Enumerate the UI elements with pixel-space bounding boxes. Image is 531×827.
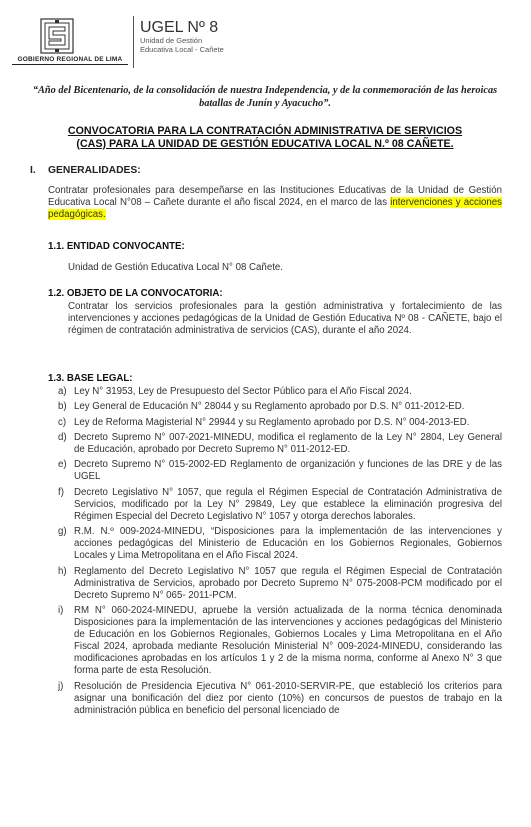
- ugel-subtitle-1: Unidad de Gestión: [140, 36, 203, 45]
- intro-text: Contratar profesionales para desempeñarse en las Instituciones Educativas de la Unidad de Gestión Educativa Local N°08 – Cañete durante el año fiscal 2024, en el marco de las: [48, 185, 502, 209]
- subsection-1-3-title: 1.3. BASE LEGAL:: [48, 373, 133, 384]
- list-item: c) Ley de Reforma Magisterial N° 29944 y su Reglamento aprobado por D.S. N° 004-2013-ED.: [58, 416, 470, 428]
- list-item: a) Ley N° 31953, Ley de Presupuesto del Sector Público para el Año Fiscal 2024.: [58, 386, 412, 397]
- section-number: I.: [30, 165, 36, 176]
- legal-basis-list: [58, 386, 502, 720]
- ugel-title: UGEL Nº 8: [140, 19, 219, 36]
- letterhead: [12, 14, 522, 74]
- title-line-2: (CAS) PARA LA UNIDAD DE GESTIÓN EDUCATIVA LOCAL N.º 08 CAÑETE.: [76, 137, 454, 150]
- list-item: d) Decreto Supremo N° 007-2021-MINEDU, modifica el reglamento de la Ley N° 2804, Ley General de Educación, aprobado por Decreto Supremo N° 011-2012-ED.: [58, 431, 502, 455]
- section-intro: [48, 185, 502, 222]
- logo-caption: GOBIERNO REGIONAL DE LIMA: [12, 56, 128, 65]
- list-item: i) RM N° 060-2024-MINEDU, apruebe la versión actualizada de la norma técnica denominada Disposiciones para la implementación de las intervenciones y acciones pedagógicas del Ministerio de Educación en los Gobiernos Regionales, Gobiernos Locales y Lima Metropolitana en el Año Fiscal 2024, aprobada mediante Resolución Ministerial N° 009-2024-MINEDU, considerando las modificaciones aprobadas en los artículos 1 y 2 de la misma norma, conforme al Anexo N° 3 que forma parte de esta Resolución.: [58, 605, 502, 677]
- list-item: j) Resolución de Presidencia Ejecutiva N° 061-2010-SERVIR-PE, que estableció los criterios para asignar una bonificación del diez por ciento (10%) en concursos de puestos de trabajo en la administración pública en beneficio del personal licenciado de: [58, 680, 502, 716]
- ugel-subtitle-2: Educativa Local - Cañete: [140, 45, 224, 54]
- subsection-1-1-text: Unidad de Gestión Educativa Local N° 08 Cañete.: [68, 262, 283, 273]
- ugel-block: [140, 20, 224, 54]
- intro-highlight: intervenciones y acciones pedagógicas.: [48, 197, 502, 221]
- year-motto: “Año del Bicentenario, de la consolidación de nuestra Independencia, y de la conmemoración de las heroicas batallas de Junín y Ayacucho”.: [32, 85, 498, 109]
- subsection-1-2-text: Contratar los servicios profesionales para la gestión administrativa y fortalecimiento de las intervenciones y acciones pedagógicas de la Unidad de Gestión Educativa Nº 08 - CAÑETE, bajo el régimen de contratación administrativa de servicios (CAS), durante el año 2024.: [68, 301, 502, 337]
- emblem-icon: [40, 18, 74, 54]
- subsection-1-2-title: 1.2. OBJETO DE LA CONVOCATORIA:: [48, 288, 223, 299]
- document-title: [28, 125, 502, 150]
- regional-government-logo: [12, 14, 128, 70]
- list-item: b) Ley General de Educación N° 28044 y su Reglamento aprobado por D.S. N° 011-2012-ED.: [58, 401, 465, 413]
- title-line-1: CONVOCATORIA PARA LA CONTRATACIÓN ADMINISTRATIVA DE SERVICIOS: [67, 125, 463, 137]
- list-item: e) Decreto Supremo N° 015-2002-ED Reglamento de organización y funciones de las DRE y de las UGEL: [58, 459, 502, 483]
- list-item: h) Reglamento del Decreto Legislativo N° 1057 que regula el Régimen Especial de Contratación Administrativa de Servicios, aprobado por Decreto Supremo N° 075-2008-PCM modificado por el Decreto Supremo N° 065- 2011-PCM.: [58, 565, 502, 601]
- list-item: g) R.M. N.º 009-2024-MINEDU, “Disposiciones para la implementación de las intervenciones y acciones pedagógicas del Ministerio de Educación en los Gobiernos Regionales, Gobiernos Locales y Lima Metropolitana en el Año Fiscal 2024.: [58, 526, 502, 562]
- section-title: GENERALIDADES:: [48, 165, 141, 176]
- header-divider: [133, 16, 134, 68]
- subsection-1-1-title: 1.1. ENTIDAD CONVOCANTE:: [48, 241, 185, 252]
- list-item: f) Decreto Legislativo N° 1057, que regula el Régimen Especial de Contratación Administrativa de Servicios, modificado por la Ley N° 29849, Ley que establece la eliminación progresiva del Régimen Especial del Decreto Legislativo N° 1057 y otorga derechos laborales.: [58, 486, 502, 522]
